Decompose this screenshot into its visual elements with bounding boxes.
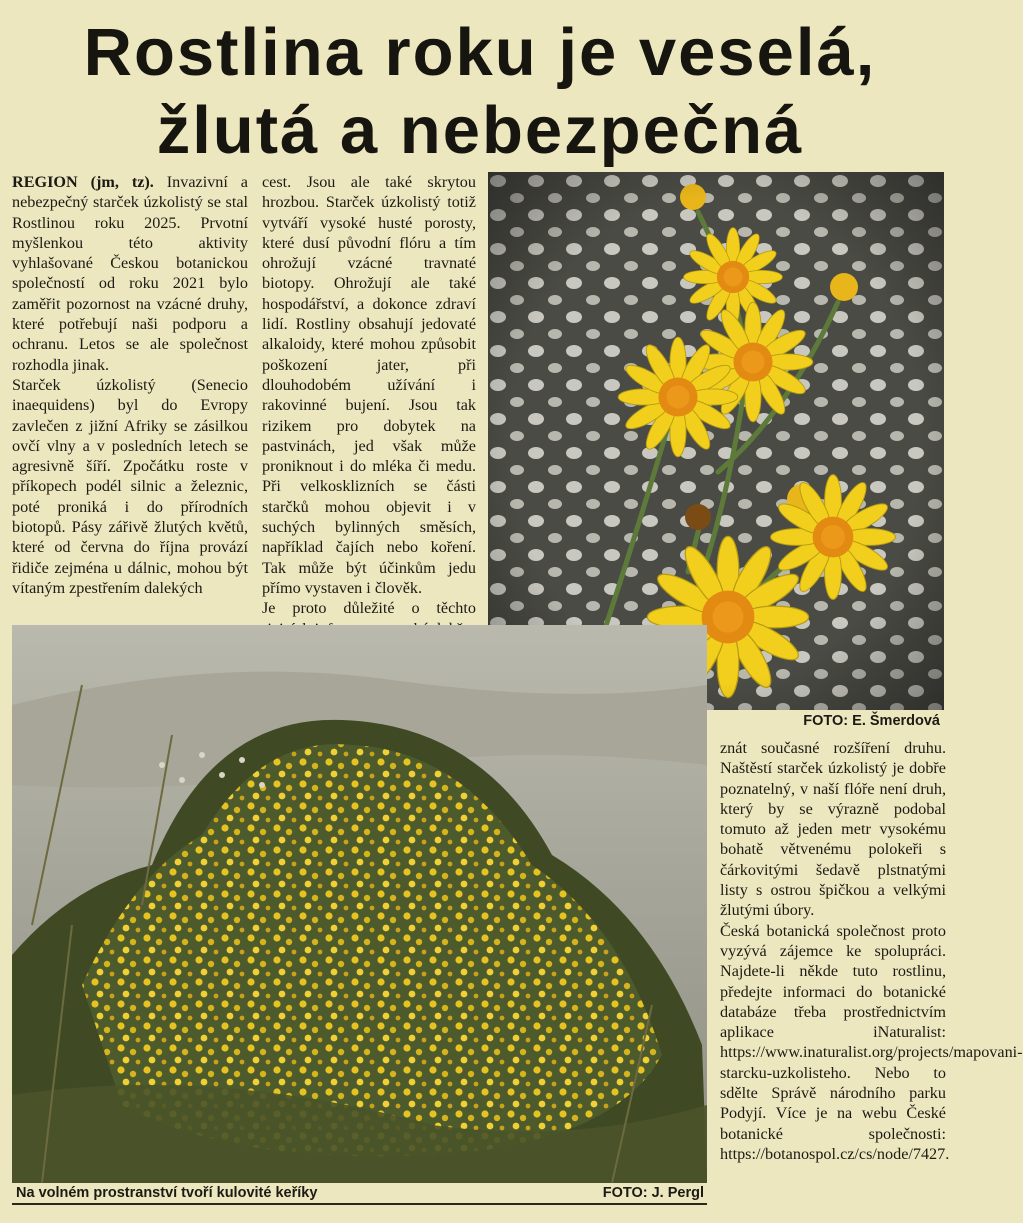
paragraph-intro — [12, 172, 248, 375]
headline-line-2: žlutá a nebezpečná — [156, 93, 804, 168]
headline — [0, 14, 960, 170]
paragraph-identification: znát současné rozšíření druhu. Naštěstí starček úzkolistý je dobře poznatelný, v naší flóře není druh, který by se výrazně podobal tomuto až jeden metr vysokému bohatě větvenému polokeři s čárkovitými šedavě plstnatými listy s ostrou špičkou a velkými žlutými úbory. — [720, 739, 946, 920]
article-column-1 — [12, 172, 248, 622]
intro-text: Invazivní a nebezpečný starček úzkolistý se stal Rostlinou roku 2025. Prvotní myšlenkou této aktivity vyhlašované Českou botanickou společností od roku 2021 bylo zaměřit pozornost na vzácné druhy, které potřebují naši podporu a ochranu. Letos se ale společnost rozhodla jinak. — [12, 173, 248, 374]
bottom-rule — [12, 1203, 707, 1205]
dateline: REGION (jm, tz). — [12, 173, 154, 191]
article-column-3 — [720, 738, 1023, 1208]
paragraph-call-to-action: Česká botanická společnost proto vyzývá zájemce ke spolupráci. Najdete-li někde tuto rostlinu, předejte informaci do botanické databáze třeba prostřednictvím aplikace iNaturalist: https://www.inaturalist.org/projects/mapovani-starcku-uzkolisteho. Nebo to sdělte Správě národního parku Podyjí. Více je na webu České botanické společnosti: https://botanospol.cz/cs/node/7427. — [720, 921, 1023, 1163]
headline-line-1: Rostlina roku je veselá, — [83, 15, 877, 90]
paragraph-danger: cest. Jsou ale také skrytou hrozbou. Starček úzkolistý totiž vytváří vysoké husté porosty, které dusí původní flóru a tím ohrožují vzácné travnaté biotopy. Ohrožují ale také hospodářství, a dokonce zdraví lidí. Rostliny obsahují jedovaté alkaloidy, které mohou způsobit poškození jater, při dlouhodobém užívání i rakovinné bujení. Jsou tak rizikem pro dobytek na pastvinách, jed však může proniknout i do mléka či medu. Při velkosklizních se části starčků mohou objevit i v suchých bylinných směsích, například čajích nebo koření. Tak může být účinkům jedu přímo vystaven i člověk. — [262, 173, 476, 597]
shrub-caption-text: Na volném prostranství tvoří kulovité keříky — [16, 1185, 318, 1201]
article-column-2 — [262, 172, 476, 622]
paragraph-origin: Starček úzkolistý (Senecio inaequidens) byl do Evropy zavlečen z jižní Afriky se zásilkou ovčí vlny a v posledních letech se agresivně šíří. Zpočátku roste v příkopech podél silnic a železnic, poté proniká i do přírodních biotopů. Pásy zářivě žlutých květů, které od června do října provází řidiče zejména u dálnic, mohou být vítaným zpestřením dalekých — [12, 375, 248, 597]
flower-photo-credit: FOTO: E. Šmerdová — [803, 713, 940, 729]
paragraph-inform: Je proto důležité o těchto — [262, 599, 476, 618]
photo-shrub — [12, 625, 707, 1183]
shrub-illustration — [12, 625, 707, 1183]
shrub-photo-credit: FOTO: J. Pergl — [602, 1185, 704, 1201]
shrub-photo-caption — [16, 1183, 704, 1203]
